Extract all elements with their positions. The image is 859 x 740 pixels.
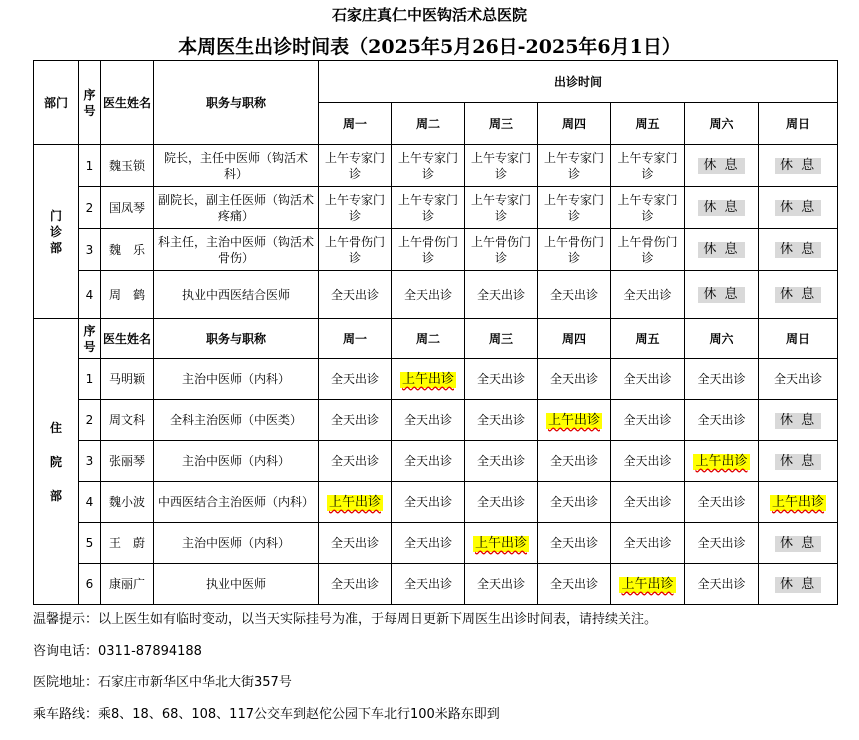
schedule-cell	[465, 271, 538, 319]
doctor-role: 主治中医师（内科）	[154, 523, 319, 564]
header-seq: 序号	[79, 319, 101, 359]
schedule-label: 全天出诊	[549, 577, 598, 591]
schedule-cell	[685, 564, 759, 605]
rest-label: 休 息	[775, 577, 821, 593]
schedule-cell	[319, 564, 392, 605]
schedule-label: 全天出诊	[623, 495, 672, 509]
schedule-cell	[392, 229, 465, 271]
doctor-name: 马明颖	[101, 359, 154, 400]
schedule-label: 上午专家门诊	[543, 192, 604, 223]
schedule-label: 全天出诊	[330, 287, 379, 302]
schedule-label: 全天出诊	[623, 454, 672, 468]
rest-label: 休 息	[698, 158, 744, 174]
schedule-cell	[685, 482, 759, 523]
schedule-cell	[392, 359, 465, 400]
schedule-label: 全天出诊	[549, 536, 598, 550]
schedule-cell	[685, 359, 759, 400]
hospital-name: 石家庄真仁中医钩活术总医院	[331, 6, 527, 24]
schedule-cell	[465, 229, 538, 271]
header-day: 周三	[465, 319, 538, 359]
doctor-name: 康丽广	[101, 564, 154, 605]
header-day: 周五	[611, 103, 685, 145]
schedule-label: 全天出诊	[330, 454, 379, 468]
dept-char: 住	[49, 420, 62, 435]
doctor-name: 张丽琴	[101, 441, 154, 482]
table-row	[34, 359, 838, 400]
schedule-label: 全天出诊	[697, 413, 746, 427]
schedule-cell	[319, 187, 392, 229]
schedule-cell	[392, 271, 465, 319]
schedule-label: 全天出诊	[697, 577, 746, 591]
schedule-label: 上午骨伤门诊	[470, 234, 531, 265]
rest-label: 休 息	[775, 454, 821, 470]
doctor-name: 国凤琴	[101, 187, 154, 229]
schedule-cell	[611, 441, 685, 482]
schedule-cell	[538, 145, 611, 187]
schedule-cell	[465, 523, 538, 564]
rest-label: 休 息	[775, 242, 821, 258]
rest-label: 休 息	[775, 536, 821, 552]
schedule-label: 上午专家门诊	[397, 192, 458, 223]
table-row	[34, 523, 838, 564]
schedule-cell	[759, 145, 838, 187]
schedule-cell	[759, 271, 838, 319]
table-row	[34, 564, 838, 605]
schedule-label: 全天出诊	[403, 287, 452, 302]
schedule-cell	[685, 229, 759, 271]
seq-cell: 5	[79, 523, 101, 564]
schedule-label: 上午专家门诊	[324, 192, 385, 223]
schedule-label: 上午专家门诊	[470, 192, 531, 223]
header-name: 医生姓名	[101, 61, 154, 145]
schedule-label: 上午专家门诊	[617, 192, 678, 223]
schedule-cell	[538, 564, 611, 605]
schedule-cell	[392, 145, 465, 187]
schedule-cell	[319, 271, 392, 319]
schedule-label: 上午骨伤门诊	[617, 234, 678, 265]
schedule-cell	[759, 564, 838, 605]
schedule-label: 全天出诊	[774, 372, 823, 386]
schedule-cell	[759, 359, 838, 400]
header-day: 周一	[319, 103, 392, 145]
header-role: 职务与职称	[154, 61, 319, 145]
schedule-cell	[611, 187, 685, 229]
schedule-cell	[465, 441, 538, 482]
seq-cell: 2	[79, 187, 101, 229]
schedule-cell	[759, 523, 838, 564]
footer-route: 乘车路线：乘8、18、68、108、117公交车到赵佗公园下车北行100米路东即到	[33, 707, 500, 722]
dept-char: 诊	[49, 224, 62, 239]
doctor-name: 魏玉锁	[101, 145, 154, 187]
schedule-label: 全天出诊	[476, 577, 525, 591]
dept-char: 院	[49, 454, 62, 469]
schedule-cell	[392, 187, 465, 229]
header-day: 周六	[685, 319, 759, 359]
seq-cell: 6	[79, 564, 101, 605]
header-role: 职务与职称	[154, 319, 319, 359]
morning-shift-label: 上午出诊	[401, 371, 454, 387]
table-row	[34, 482, 838, 523]
doctor-name: 王 蔚	[101, 523, 154, 564]
schedule-label: 上午骨伤门诊	[543, 234, 604, 265]
schedule-label: 全天出诊	[697, 495, 746, 509]
doctor-role: 全科主治医师（中医类）	[154, 400, 319, 441]
schedule-cell	[392, 523, 465, 564]
doctor-role: 主治中医师（内科）	[154, 441, 319, 482]
footer-phone: 咨询电话：0311-87894188	[33, 644, 202, 659]
header-day: 周二	[392, 103, 465, 145]
schedule-cell	[392, 482, 465, 523]
dept-label	[34, 319, 79, 605]
schedule-cell	[538, 271, 611, 319]
schedule-label: 全天出诊	[403, 577, 452, 591]
schedule-label: 全天出诊	[623, 287, 672, 302]
schedule-cell	[611, 482, 685, 523]
schedule-cell	[611, 229, 685, 271]
rest-label: 休 息	[775, 287, 821, 303]
header-schedule: 出诊时间	[319, 61, 838, 103]
doctor-name: 周文科	[101, 400, 154, 441]
schedule-label: 全天出诊	[476, 454, 525, 468]
schedule-cell	[538, 400, 611, 441]
schedule-label: 全天出诊	[623, 413, 672, 427]
schedule-cell	[685, 441, 759, 482]
header-dept: 部门	[34, 61, 79, 145]
header-day: 周一	[319, 319, 392, 359]
schedule-cell	[392, 400, 465, 441]
schedule-label: 上午专家门诊	[543, 150, 604, 181]
schedule-cell	[319, 400, 392, 441]
doctor-role: 科主任，主治中医师（钩活术骨伤）	[154, 229, 319, 271]
schedule-table	[33, 60, 838, 605]
schedule-cell	[759, 229, 838, 271]
schedule-label: 上午专家门诊	[324, 150, 385, 181]
schedule-cell	[319, 441, 392, 482]
schedule-cell	[465, 564, 538, 605]
table-row	[34, 400, 838, 441]
schedule-label: 上午专家门诊	[470, 150, 531, 181]
schedule-cell	[611, 359, 685, 400]
morning-shift-label: 上午出诊	[547, 412, 600, 428]
dept-char: 部	[49, 488, 62, 503]
seq-cell: 4	[79, 482, 101, 523]
dept-char: 部	[49, 240, 62, 255]
schedule-label: 全天出诊	[623, 536, 672, 550]
schedule-label: 全天出诊	[403, 536, 452, 550]
schedule-label: 上午专家门诊	[397, 150, 458, 181]
header-seq: 序号	[79, 61, 101, 145]
schedule-label: 全天出诊	[403, 495, 452, 509]
table-row	[34, 441, 838, 482]
schedule-label: 全天出诊	[403, 454, 452, 468]
dept-label	[34, 145, 79, 319]
schedule-label: 全天出诊	[623, 372, 672, 386]
morning-shift-label: 上午出诊	[474, 535, 527, 551]
header-day: 周四	[538, 103, 611, 145]
doctor-role: 中西医结合主治医师（内科）	[154, 482, 319, 523]
schedule-label: 全天出诊	[403, 413, 452, 427]
schedule-cell	[685, 523, 759, 564]
seq-cell: 3	[79, 441, 101, 482]
seq-cell: 3	[79, 229, 101, 271]
schedule-cell	[319, 359, 392, 400]
rest-label: 休 息	[698, 200, 744, 216]
table-row	[34, 229, 838, 271]
header-day: 周三	[465, 103, 538, 145]
schedule-label: 全天出诊	[330, 536, 379, 550]
schedule-label: 全天出诊	[549, 372, 598, 386]
schedule-label: 全天出诊	[330, 372, 379, 386]
schedule-cell	[319, 145, 392, 187]
table-row	[34, 319, 838, 359]
footer-tip: 温馨提示：以上医生如有临时变动，以当天实际挂号为准，于每周日更新下周医生出诊时间表，请持续关注。	[33, 612, 658, 627]
schedule-cell	[759, 187, 838, 229]
schedule-cell	[392, 441, 465, 482]
morning-shift-label: 上午出诊	[621, 576, 674, 592]
schedule-cell	[538, 229, 611, 271]
schedule-cell	[538, 441, 611, 482]
schedule-label: 上午专家门诊	[617, 150, 678, 181]
seq-cell: 1	[79, 359, 101, 400]
schedule-cell	[685, 187, 759, 229]
seq-cell: 4	[79, 271, 101, 319]
schedule-label: 上午骨伤门诊	[397, 234, 458, 265]
footer-address: 医院地址：石家庄市新华区中华北大街357号	[33, 675, 292, 690]
schedule-cell	[611, 400, 685, 441]
schedule-label: 全天出诊	[476, 287, 525, 302]
schedule-cell	[319, 523, 392, 564]
rest-label: 休 息	[698, 242, 744, 258]
schedule-label: 全天出诊	[476, 372, 525, 386]
header-day: 周日	[759, 319, 838, 359]
header-day: 周日	[759, 103, 838, 145]
page-title: 本周医生出诊时间表（2025年5月26日-2025年6月1日）	[178, 36, 681, 58]
schedule-label: 全天出诊	[697, 372, 746, 386]
schedule-cell	[319, 229, 392, 271]
schedule-label: 全天出诊	[549, 495, 598, 509]
schedule-label: 全天出诊	[549, 454, 598, 468]
schedule-cell	[465, 145, 538, 187]
schedule-label: 上午骨伤门诊	[324, 234, 385, 265]
schedule-cell	[685, 145, 759, 187]
schedule-label: 全天出诊	[549, 287, 598, 302]
rest-label: 休 息	[775, 158, 821, 174]
schedule-cell	[685, 271, 759, 319]
table-row	[34, 271, 838, 319]
doctor-name: 魏 乐	[101, 229, 154, 271]
schedule-cell	[538, 523, 611, 564]
seq-cell: 2	[79, 400, 101, 441]
schedule-label: 全天出诊	[476, 495, 525, 509]
schedule-cell	[465, 187, 538, 229]
schedule-label: 全天出诊	[330, 413, 379, 427]
doctor-name: 魏小波	[101, 482, 154, 523]
doctor-name: 周 鹤	[101, 271, 154, 319]
header-day: 周六	[685, 103, 759, 145]
header-day: 周五	[611, 319, 685, 359]
schedule-cell	[611, 564, 685, 605]
header-name: 医生姓名	[101, 319, 154, 359]
table-row	[34, 145, 838, 187]
schedule-cell	[392, 564, 465, 605]
schedule-cell	[538, 187, 611, 229]
schedule-cell	[538, 482, 611, 523]
schedule-label: 全天出诊	[476, 413, 525, 427]
doctor-role: 执业中西医结合医师	[154, 271, 319, 319]
morning-shift-label: 上午出诊	[695, 453, 748, 469]
seq-cell: 1	[79, 145, 101, 187]
schedule-label: 全天出诊	[330, 577, 379, 591]
rest-label: 休 息	[775, 200, 821, 216]
morning-shift-label: 上午出诊	[772, 494, 825, 510]
header-row	[34, 61, 838, 103]
schedule-cell	[759, 482, 838, 523]
schedule-cell	[611, 523, 685, 564]
doctor-role: 院长，主任中医师（钩活术科）	[154, 145, 319, 187]
schedule-cell	[465, 400, 538, 441]
doctor-role: 主治中医师（内科）	[154, 359, 319, 400]
schedule-cell	[611, 271, 685, 319]
header-day: 周二	[392, 319, 465, 359]
schedule-cell	[759, 441, 838, 482]
rest-label: 休 息	[775, 413, 821, 429]
schedule-cell	[685, 400, 759, 441]
header-day: 周四	[538, 319, 611, 359]
schedule-cell	[759, 400, 838, 441]
doctor-role: 副院长，副主任医师（钩活术 疼痛）	[154, 187, 319, 229]
morning-shift-label: 上午出诊	[328, 494, 381, 510]
schedule-cell	[611, 145, 685, 187]
schedule-cell	[538, 359, 611, 400]
schedule-cell	[465, 482, 538, 523]
doctor-role: 执业中医师	[154, 564, 319, 605]
schedule-cell	[465, 359, 538, 400]
table-row	[34, 187, 838, 229]
dept-char: 门	[49, 208, 62, 223]
rest-label: 休 息	[698, 287, 744, 303]
schedule-cell	[319, 482, 392, 523]
schedule-label: 全天出诊	[697, 536, 746, 550]
